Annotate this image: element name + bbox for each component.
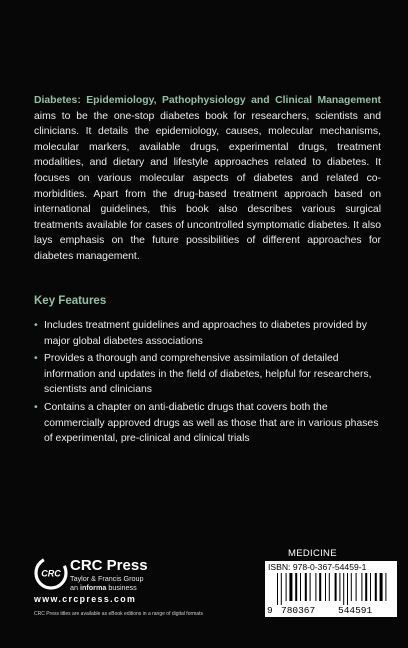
book-description — [34, 93, 381, 265]
barcode-bar — [310, 573, 311, 601]
barcode-bar — [277, 573, 278, 605]
barcode-bar — [356, 573, 357, 601]
barcode-bar — [325, 573, 326, 601]
barcode-digit-group-right: 544591 — [338, 605, 373, 616]
barcode-bar — [365, 573, 367, 601]
barcode-bar — [286, 573, 287, 601]
barcode-bar — [343, 573, 344, 605]
barcode-bar — [380, 573, 383, 601]
publisher-url: www.crcpress.com — [34, 594, 137, 604]
ebook-footnote: CRC Press titles are available as eBook editions in a range of digital formats — [34, 611, 203, 617]
crc-logo-icon — [34, 556, 68, 590]
barcode-digit-group-left: 780367 — [281, 605, 316, 616]
barcode-bar — [329, 573, 330, 601]
barcode-bar — [375, 573, 377, 601]
publisher-group: Taylor & Francis Group — [70, 574, 144, 583]
barcode-bar — [347, 573, 348, 605]
publisher-name: CRC Press — [70, 557, 148, 574]
svg-text:CRC: CRC — [41, 568, 61, 579]
barcode-label — [265, 561, 397, 617]
feature-text: Provides a thorough and comprehensive assimilation of detailed information and updates in the field of diabetes, helpful for researchers, scientists and clinicians — [44, 353, 372, 396]
publisher-logo — [70, 558, 148, 592]
isbn-text: ISBN: 978-0-367-54459-1 — [268, 562, 367, 572]
barcode-bar — [335, 573, 337, 601]
list-item — [34, 351, 384, 398]
barcode-icon — [275, 573, 389, 605]
barcode-bar — [339, 573, 340, 601]
barcode-bar — [385, 573, 386, 601]
key-features-list — [34, 318, 384, 449]
bullet-icon: • — [34, 401, 38, 413]
barcode-bar — [300, 573, 301, 601]
barcode-bar — [289, 573, 292, 601]
description-body: aims to be the one-stop diabetes book for researchers, scientists and clinicians. It details the epidemiology, causes, molecular mechanisms, molecular markers, available drugs, experimental drugs, treatment modalities, and dietary and lifestyle approaches related to diabetes. It focuses on various molecular aspects of diabetes and related co-morbidities. Apart from the drug-based treatment approach based on international guidelines, this book also describes various surgical treatments available for cases of uncontrolled symptomatic diabetes. It also lays emphasis on the future possibilities of different approaches for diabetes management. — [34, 110, 381, 262]
barcode-bar — [295, 573, 297, 601]
barcode-bar — [315, 573, 316, 601]
bullet-icon: • — [34, 320, 38, 331]
barcode-bar — [361, 573, 362, 601]
barcode-bar — [370, 573, 371, 601]
list-item — [34, 400, 384, 447]
book-title: Diabetes: Epidemiology, Pathophysiology and Clinical Management — [34, 95, 381, 106]
barcode-bar — [305, 573, 307, 601]
barcode-digit-prefix: 9 — [267, 605, 273, 616]
list-item — [34, 318, 384, 349]
feature-text: Includes treatment guidelines and approaches to diabetes provided by major global diabetes associations — [44, 320, 367, 347]
subject-category: MEDICINE — [288, 548, 337, 559]
barcode-bar — [319, 573, 321, 601]
bullet-icon: • — [34, 353, 38, 365]
key-features-heading: Key Features — [34, 295, 107, 307]
publisher-business: an informa business — [70, 583, 137, 592]
feature-text: Contains a chapter on anti-diabetic drugs that covers both the commercially approved drugs as well as those that are in various phases of experimental, pre-clinical and clinical trials — [44, 401, 379, 445]
barcode-bar — [281, 573, 282, 605]
barcode-bar — [351, 573, 352, 601]
